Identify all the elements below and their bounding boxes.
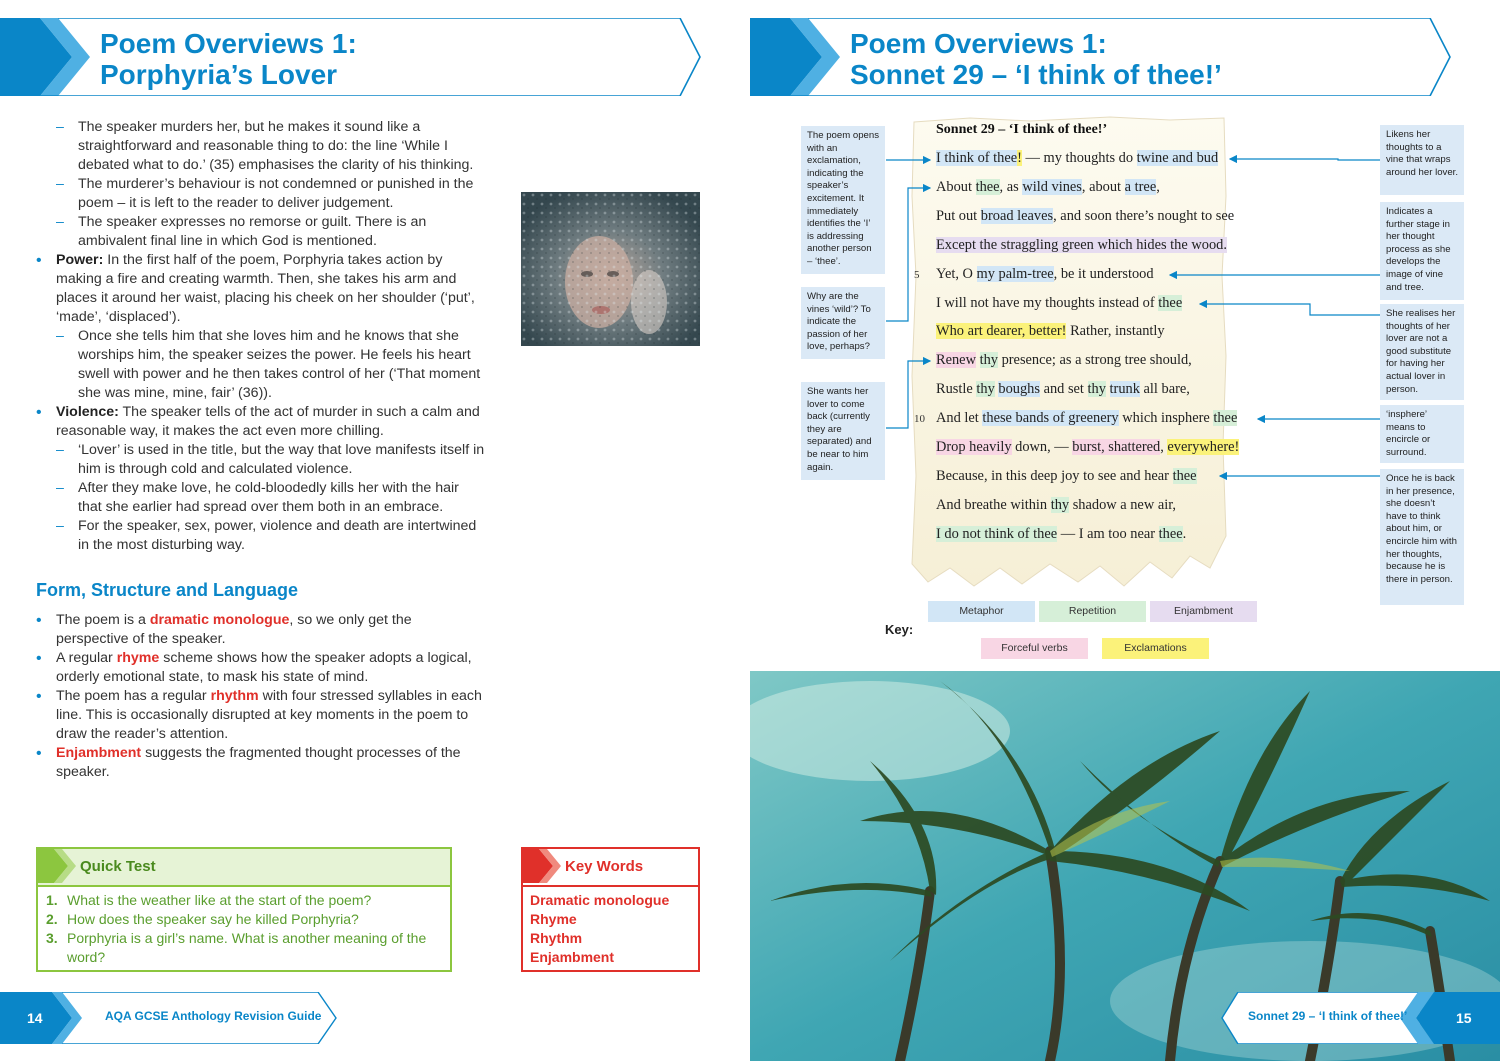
key-word: Rhyme bbox=[530, 911, 577, 927]
key-word: Dramatic monologue bbox=[530, 892, 670, 908]
footer-text: Sonnet 29 – ‘I think of thee!’ bbox=[1248, 1009, 1408, 1023]
footer-text: AQA GCSE Anthology Revision Guide bbox=[105, 1009, 322, 1023]
quick-test-question: 1. What is the weather like at the start of the poem? bbox=[46, 892, 372, 908]
right-footer bbox=[1220, 992, 1500, 1044]
poem-segment: my palm-tree bbox=[976, 265, 1054, 282]
key-word: Enjambment bbox=[530, 949, 615, 965]
poem-segment: thee bbox=[1213, 410, 1238, 427]
key-item-enjambment: Enjambment bbox=[1150, 601, 1257, 622]
annotation-note: Likens her thoughts to a vine that wraps around her lover. bbox=[1380, 125, 1464, 195]
poem-segment: , about bbox=[1081, 178, 1125, 195]
poem-segment: twine and bud bbox=[1136, 150, 1219, 166]
poem-segment: I think of thee bbox=[936, 150, 1018, 166]
right-page bbox=[750, 0, 1500, 1061]
list-item-violence: • Violence: The speaker tells of the act of murder in such a calm and reasonable way, it makes the act even more chilling. bbox=[36, 403, 486, 441]
poem-segment: wild vines bbox=[1022, 178, 1082, 195]
poem-segment: thee bbox=[1158, 525, 1183, 542]
key-words-title: Key Words bbox=[565, 858, 644, 875]
page-number: 14 bbox=[27, 1010, 43, 1026]
poem-segment: , bbox=[1156, 178, 1160, 195]
poem-segment: all bare, bbox=[1139, 381, 1190, 398]
poem-segment: thee bbox=[1172, 467, 1197, 484]
list-item: – The murderer’s behaviour is not condemned or punished in the poem – it is left to the reader to deliver judgement. bbox=[36, 175, 486, 213]
poem-segment: Because, in this deep joy to see and hear bbox=[936, 467, 1173, 484]
left-page-title: Poem Overviews 1: Porphyria’s Lover bbox=[100, 28, 357, 90]
quick-test-list bbox=[46, 891, 442, 967]
poem-segment: these bands of greenery bbox=[982, 410, 1119, 427]
poem-segment: trunk bbox=[1109, 381, 1140, 398]
list-item: – The speaker murders her, but he makes it sound like a straightforward and reasonable thing to do: the line ‘While I debated what to do.’ (35) emphasises the clarity of his thinking. bbox=[36, 118, 486, 175]
left-header-banner bbox=[0, 18, 702, 96]
poem-segment: which insphere bbox=[1118, 410, 1214, 427]
poem-segment: a tree bbox=[1124, 178, 1157, 195]
list-item: – ‘Lover’ is used in the title, but the way that love manifests itself in him is through cold and calculated violence. bbox=[36, 441, 486, 479]
poem-segment: Except the straggling green which hides the wood. bbox=[936, 236, 1227, 253]
poem-title: Sonnet 29 – ‘I think of thee!’ bbox=[936, 122, 1108, 137]
poem-segment: Rather, instantly bbox=[1066, 323, 1165, 340]
poem-segment: ! bbox=[1017, 150, 1022, 166]
poem-segment: Who art dearer, better! bbox=[936, 323, 1067, 340]
poem-segment: About bbox=[936, 178, 976, 195]
poem-segment: thy bbox=[979, 352, 998, 369]
key-label: Key: bbox=[885, 622, 914, 637]
poem-segment: , and soon there’s nought to see bbox=[1053, 207, 1235, 224]
list-item: • The poem is a dramatic monologue, so we only get the perspective of the speaker. bbox=[36, 611, 486, 649]
line-number: 10 bbox=[914, 413, 925, 425]
list-item: – Once she tells him that she loves him and he knows that she worships him, the speaker seizes the power. He feels his heart swell with power and he then takes control of her (‘That moment she was mine, mine, fair’ (36)). bbox=[36, 327, 486, 403]
poem-segment: down, — bbox=[1011, 439, 1073, 455]
chevron-icon bbox=[523, 849, 563, 883]
woman-behind-rainy-glass-photo bbox=[521, 192, 700, 346]
poem-segment: , bbox=[1160, 439, 1168, 455]
poem-segment: — I am too near bbox=[1057, 525, 1159, 542]
poem-segment: I will not have my thoughts instead of bbox=[936, 294, 1159, 311]
poem-segment: boughs bbox=[998, 381, 1040, 398]
annotation-note: She realises her thoughts of her lover are not a good substitute for having her actual lover in person. bbox=[1380, 304, 1464, 400]
poem-segment: — my thoughts do bbox=[1021, 150, 1137, 166]
section-title: Form, Structure and Language bbox=[36, 580, 299, 600]
key-words-list bbox=[530, 891, 669, 967]
list-item: • A regular rhyme scheme shows how the speaker adopts a logical, orderly emotional state, to mask his state of mind. bbox=[36, 649, 486, 687]
poem-segment: everywhere! bbox=[1167, 439, 1240, 455]
poem-segment: burst, shattered bbox=[1072, 439, 1161, 455]
annotation-note: The poem opens with an exclamation, indicating the speaker’s excitement. It immediately identifies the ‘I’ is addressing another person – ‘thee’. bbox=[801, 126, 885, 274]
poem-segment: thy bbox=[1087, 381, 1106, 398]
list-item: – The speaker expresses no remorse or guilt. There is an ambivalent final line in which God is mentioned. bbox=[36, 213, 486, 251]
poem-segment: And breathe within bbox=[936, 496, 1051, 513]
key-words-header bbox=[523, 849, 698, 887]
line-number: 5 bbox=[914, 269, 920, 281]
key-item-exclamations: Exclamations bbox=[1102, 638, 1209, 659]
poem-segment: Put out bbox=[936, 207, 981, 224]
list-item: – After they make love, he cold-bloodedly kills her with the hair that she earlier had spread over them both in an embrace. bbox=[36, 479, 486, 517]
quick-test-box bbox=[36, 847, 452, 972]
annotation-arrows bbox=[750, 0, 1500, 620]
poem-segment: Drop heavily bbox=[936, 439, 1012, 455]
page-number: 15 bbox=[1456, 1010, 1472, 1026]
key-words-box bbox=[521, 847, 700, 972]
poem-segment: Renew bbox=[936, 352, 976, 369]
key-item-forceful-verbs: Forceful verbs bbox=[981, 638, 1088, 659]
key-item-metaphor: Metaphor bbox=[928, 601, 1035, 622]
quick-test-question: 3. Porphyria is a girl’s name. What is another meaning of the word? bbox=[46, 930, 427, 965]
annotation-note: Indicates a further stage in her thought process as she develops the image of vine and tree. bbox=[1380, 202, 1464, 300]
list-item: • The poem has a regular rhythm with four stressed syllables in each line. This is occasionally disrupted at key moments in the poem to draw the reader’s attention. bbox=[36, 687, 486, 744]
list-item-power: • Power: In the first half of the poem, Porphyria takes action by making a fire and creating warmth. Then, she takes his arm and places it around her waist, placing his cheek on her shoulder (‘put’, ‘made’, ‘displaced’). bbox=[36, 251, 486, 327]
poem-segment: broad leaves bbox=[980, 207, 1054, 224]
quick-test-question: 2. How does the speaker say he killed Porphyria? bbox=[46, 911, 359, 927]
key-item-repetition: Repetition bbox=[1039, 601, 1146, 622]
poem-segment: , as bbox=[999, 178, 1023, 195]
poem-segment: . bbox=[1182, 525, 1187, 542]
list-item: – For the speaker, sex, power, violence and death are intertwined in the most disturbing way. bbox=[36, 517, 486, 555]
poem-segment: Rustle bbox=[936, 381, 977, 398]
poem-segment: thy bbox=[1050, 496, 1070, 513]
poem-segment: thee bbox=[1158, 294, 1183, 311]
chevron-icon bbox=[38, 849, 78, 883]
poem-segment: thee bbox=[975, 178, 1000, 195]
list-item: • Enjambment suggests the fragmented thought processes of the speaker. bbox=[36, 744, 486, 782]
left-body-text bbox=[36, 118, 486, 555]
poem-segment: Yet, O bbox=[936, 265, 977, 282]
form-structure-list bbox=[36, 611, 486, 782]
key-word: Rhythm bbox=[530, 930, 583, 946]
poem-segment: presence; as a strong tree should, bbox=[997, 352, 1192, 369]
poem-segment: and set bbox=[1039, 381, 1088, 398]
annotation-note: ‘insphere’ means to encircle or surround. bbox=[1380, 405, 1464, 463]
poem-segment: , be it understood bbox=[1053, 265, 1154, 282]
quick-test-header bbox=[38, 849, 450, 887]
right-page-title: Poem Overviews 1: Sonnet 29 – ‘I think of thee!’ bbox=[850, 28, 1222, 90]
poem-segment: shadow a new air, bbox=[1069, 496, 1177, 513]
poem-segment: And let bbox=[936, 410, 983, 427]
left-footer bbox=[0, 992, 340, 1044]
annotation-note: Why are the vines ‘wild’? To indicate the passion of her love, perhaps? bbox=[801, 287, 885, 359]
quick-test-title: Quick Test bbox=[80, 858, 156, 875]
annotation-note: Once he is back in her presence, she doesn’t have to think about him, or encircle him with her thoughts, because he is there in person. bbox=[1380, 469, 1464, 605]
poem-segment: thy bbox=[976, 381, 995, 398]
poem-segment: I do not think of thee bbox=[936, 525, 1058, 542]
annotation-note: She wants her lover to come back (currently they are separated) and be near to him again. bbox=[801, 382, 885, 480]
